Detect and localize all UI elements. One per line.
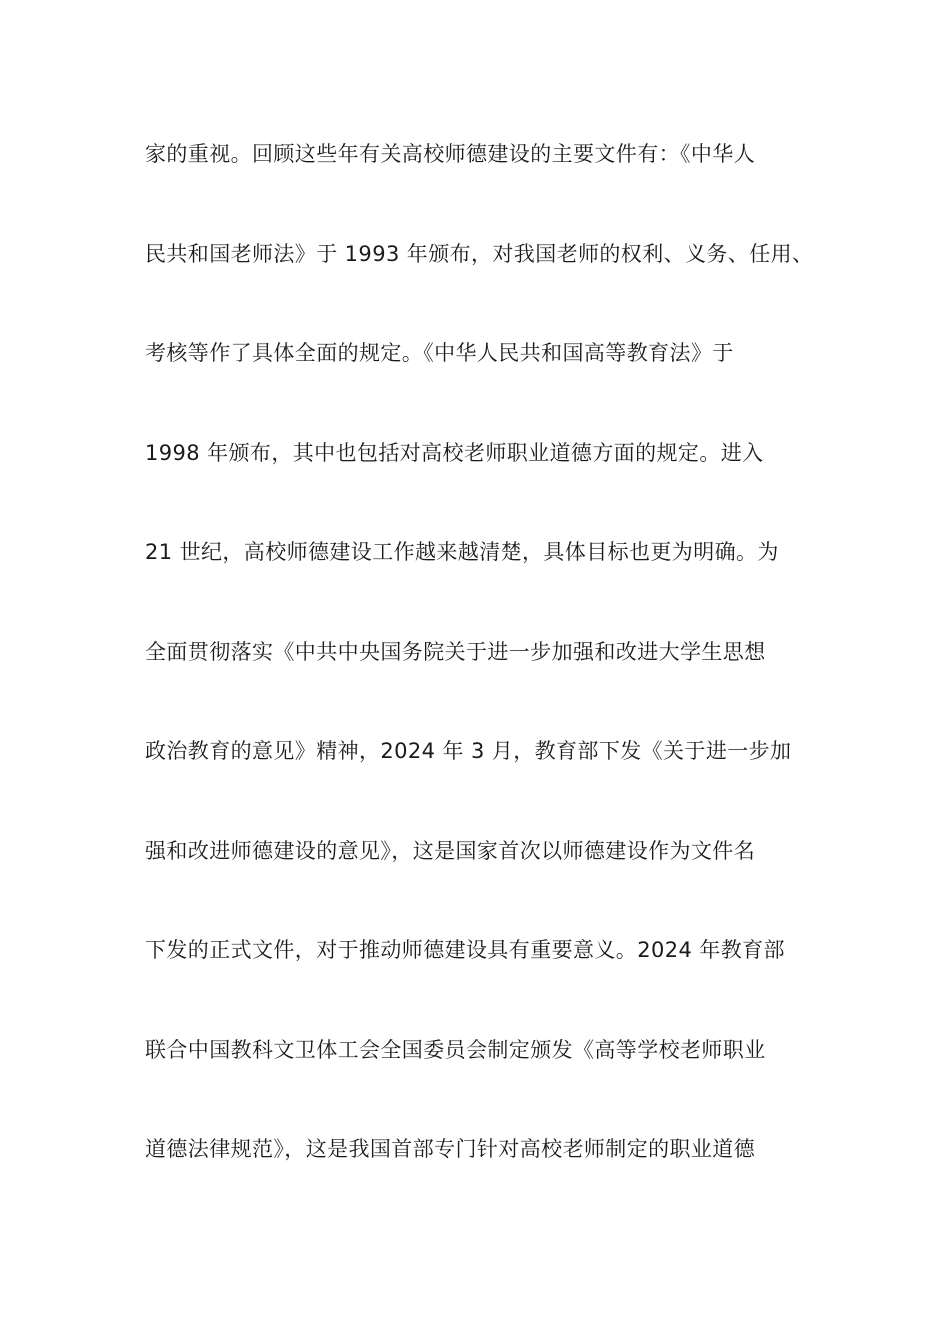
body-text: [145, 127, 825, 1222]
text-line-7: 政治教育的意见》精神，2024 年 3 月，教育部下发《关于进一步加: [145, 739, 792, 763]
text-line-10: 联合中国教科文卫体工会全国委员会制定颁发《高等学校老师职业: [145, 1037, 766, 1062]
text-line-5: 21 世纪，高校师德建设工作越来越清楚，具体目标也更为明确。为: [145, 540, 779, 564]
text-line-2: 民共和国老师法》于 1993 年颁布，对我国老师的权利、义务、任用、: [145, 241, 814, 266]
text-line-8: 强和改进师德建设的意见》，这是国家首次以师德建设作为文件名: [145, 838, 756, 863]
text-line-4: 1998 年颁布，其中也包括对高校老师职业道德方面的规定。进入: [145, 440, 764, 465]
text-line-1: 家的重视。回顾这些年有关高校师德建设的主要文件有：《中华人: [145, 142, 756, 166]
text-line-9: 下发的正式文件，对于推动师德建设具有重要意义。2024 年教育部: [145, 938, 785, 962]
text-line-3: 考核等作了具体全面的规定。《中华人民共和国高等教育法》于: [145, 341, 734, 365]
text-line-6: 全面贯彻落实《中共中央国务院关于进一步加强和改进大学生思想: [145, 639, 766, 664]
text-line-11: 道德法律规范》，这是我国首部专门针对高校老师制定的职业道德: [145, 1137, 756, 1161]
